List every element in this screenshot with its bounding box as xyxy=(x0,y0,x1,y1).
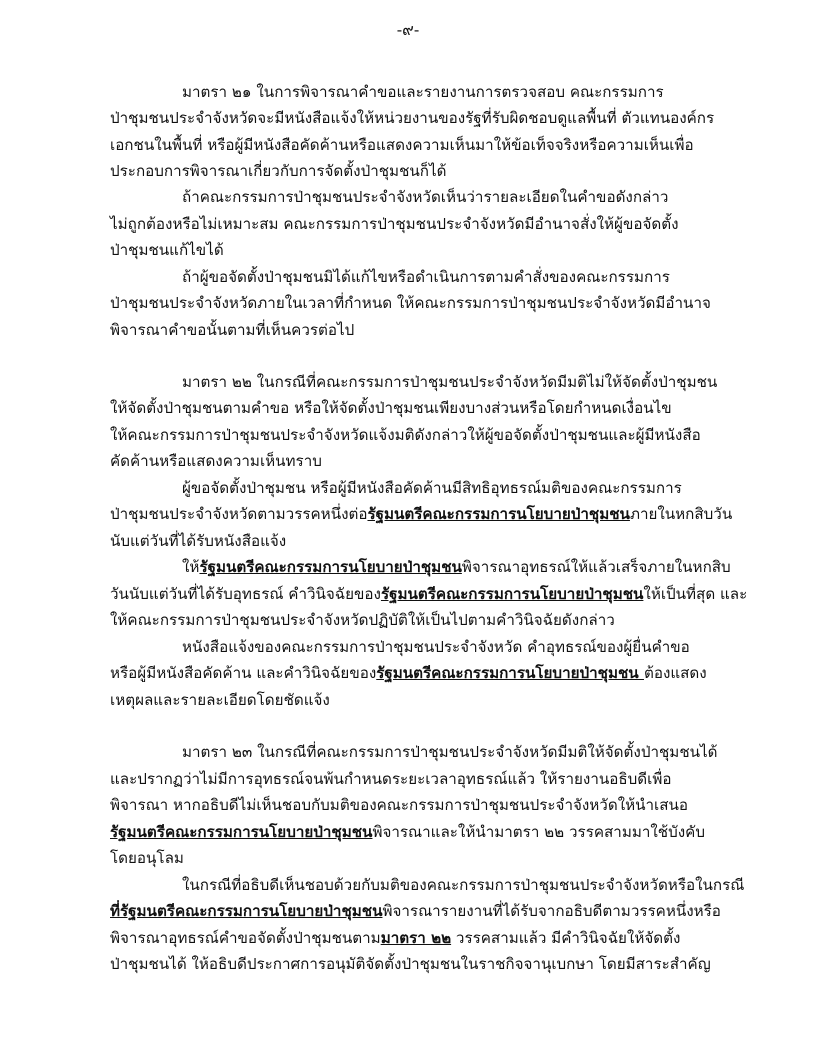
text-segment: ถ้าคณะกรรมการป่าชุมชนประจำจังหวัดเห็นว่ารายละเอียดในคำขอดังกล่าว xyxy=(182,188,669,206)
text-segment: คัดค้านหรือแสดงความเห็นทราบ xyxy=(110,452,322,470)
text-segment: พิจารณารายงานที่ได้รับจากอธิบดีตามวรรคหนึ่งหรือ xyxy=(382,902,721,920)
text-line xyxy=(110,161,446,181)
text-line xyxy=(182,875,744,895)
text-segment: หนังสือแจ้งของคณะกรรมการป่าชุมชนประจำจังหวัด คำอุทธรณ์ของผู้ยื่นคำขอ xyxy=(182,638,690,656)
text-line xyxy=(110,610,615,630)
text-segment: พิจารณาคำขอนั้นตามที่เห็นควรต่อไป xyxy=(110,321,355,339)
text-line xyxy=(110,954,711,974)
text-segment: นับแต่วันที่ได้รับหนังสือแจ้ง xyxy=(110,532,287,550)
text-line xyxy=(182,82,664,102)
text-segment: ประกอบการพิจารณาเกี่ยวกับการจัดตั้งป่าชุมชนก็ได้ xyxy=(110,162,447,180)
text-line xyxy=(182,742,718,762)
text-segment: ป่าชุมชนประจำจังหวัดตามวรรคหนึ่งต่อ xyxy=(110,505,368,523)
text-segment: ให้คณะกรรมการป่าชุมชนประจำจังหวัดปฏิบัติให้เป็นไปตามคำวินิจฉัยดังกล่าว xyxy=(110,611,615,629)
text-segment: และปรากฏว่าไม่มีการอุทธรณ์จนพ้นกำหนดระยะเวลาอุทธรณ์แล้ว ให้รายงานอธิบดีเพื่อ xyxy=(110,770,672,788)
text-segment: หรือผู้มีหนังสือคัดค้าน และคำวินิจฉัยของ xyxy=(110,664,377,682)
text-line xyxy=(110,690,330,710)
text-line xyxy=(110,901,721,921)
text-line xyxy=(110,795,688,815)
text-line xyxy=(110,135,694,155)
text-line xyxy=(110,293,711,313)
text-line xyxy=(110,584,747,604)
text-line xyxy=(182,637,690,657)
text-segment: มาตรา ๒๒ ในกรณีที่คณะกรรมการป่าชุมชนประจำจังหวัดมีมติไม่ให้จัดตั้งป่าชุมชน xyxy=(182,373,718,391)
text-segment: พิจารณาอุทธรณ์คำขอจัดตั้งป่าชุมชนตาม xyxy=(110,929,381,947)
text-segment: ภายในหกสิบวัน xyxy=(629,505,733,523)
text-line xyxy=(110,504,732,524)
text-segment: ผู้ขอจัดตั้งป่าชุมชน หรือผู้มีหนังสือคัดค้านมีสิทธิอุทธรณ์มติของคณะกรรมการ xyxy=(182,479,682,497)
text-segment: มาตรา ๒๑ ในการพิจารณาคำขอและรายงานการตรวจสอบ คณะกรรมการ xyxy=(182,83,664,101)
text-line xyxy=(110,398,672,418)
emphasized-text: รัฐมนตรีคณะกรรมการนโยบายป่าชุมชน xyxy=(199,558,462,576)
text-segment: เหตุผลและรายละเอียดโดยชัดแจ้ง xyxy=(110,691,330,709)
text-segment: พิจารณาและให้นำมาตรา ๒๒ วรรคสามมาใช้บังคับ xyxy=(372,823,705,841)
text-segment: ให้ xyxy=(182,558,200,576)
text-line xyxy=(182,187,668,207)
text-line xyxy=(110,531,286,551)
emphasized-text: รัฐมนตรีคณะกรรมการนโยบายป่าชุมชน xyxy=(110,823,373,841)
text-segment: พิจารณา หากอธิบดีไม่เห็นชอบกับมติของคณะกรรมการป่าชุมชนประจำจังหวัดให้นำเสนอ xyxy=(110,796,688,814)
text-segment: วรรคสามแล้ว มีคำวินิจฉัยให้จัดตั้ง xyxy=(451,929,681,947)
text-segment: ต้องแสดง xyxy=(643,664,707,682)
text-segment: ป่าชุมชนประจำจังหวัดภายในเวลาที่กำหนด ให้คณะกรรมการป่าชุมชนประจำจังหวัดมีอำนาจ xyxy=(110,294,711,312)
emphasized-text: รัฐมนตรีคณะกรรมการนโยบายป่าชุมชน xyxy=(367,505,630,523)
text-line xyxy=(110,848,184,868)
emphasized-text: รัฐมนตรีคณะกรรมการนโยบายป่าชุมชน xyxy=(380,585,644,603)
text-line xyxy=(110,214,679,234)
text-line xyxy=(182,557,731,577)
text-segment: ให้คณะกรรมการป่าชุมชนประจำจังหวัดแจ้งมติดังกล่าวให้ผู้ขอจัดตั้งป่าชุมชนและผู้มีหนังสือ xyxy=(110,426,701,444)
text-segment: ไม่ถูกต้องหรือไม่เหมาะสม คณะกรรมการป่าชุมชนประจำจังหวัดมีอำนาจสั่งให้ผู้ขอจัดตั้ง xyxy=(110,215,679,233)
page-number: -๙- xyxy=(396,20,420,39)
text-line xyxy=(182,478,682,498)
text-segment: ป่าชุมชนประจำจังหวัดจะมีหนังสือแจ้งให้หน่วยงานของรัฐที่รับผิดชอบดูแลพื้นที่ ตัวแทนองค์กร xyxy=(110,109,715,127)
text-line xyxy=(110,451,322,471)
text-segment: วันนับแต่วันที่ได้รับอุทธรณ์ คำวินิจฉัยของ xyxy=(110,585,381,603)
text-line xyxy=(110,822,705,842)
text-segment: ป่าชุมชนได้ ให้อธิบดีประกาศการอนุมัติจัดตั้งป่าชุมชนในราชกิจจานุเบกษา โดยมีสาระสำคัญ xyxy=(110,955,711,973)
text-segment: มาตรา ๒๓ ในกรณีที่คณะกรรมการป่าชุมชนประจำจังหวัดมีมติให้จัดตั้งป่าชุมชนได้ xyxy=(182,743,718,761)
emphasized-text: ที่รัฐมนตรีคณะกรรมการนโยบายป่าชุมชน xyxy=(110,902,383,920)
text-segment: ให้จัดตั้งป่าชุมชนตามคำขอ หรือให้จัดตั้งป่าชุมชนเพียงบางส่วนหรือโดยกำหนดเงื่อนไข xyxy=(110,399,672,417)
text-segment: ถ้าผู้ขอจัดตั้งป่าชุมชนมิได้แก้ไขหรือดำเนินการตามคำสั่งของคณะกรรมการ xyxy=(182,268,670,286)
text-line xyxy=(182,372,717,392)
text-line xyxy=(110,108,714,128)
text-segment: ป่าชุมชนแก้ไขได้ xyxy=(110,241,224,259)
text-segment: ในกรณีที่อธิบดีเห็นชอบด้วยกับมติของคณะกรรมการป่าชุมชนประจำจังหวัดหรือในกรณี xyxy=(182,876,745,894)
text-segment: พิจารณาอุทธรณ์ให้แล้วเสร็จภายในหกสิบ xyxy=(461,558,731,576)
text-line xyxy=(182,267,670,287)
text-segment: เอกชนในพื้นที่ หรือผู้มีหนังสือคัดค้านหรือแสดงความเห็นมาให้ข้อเท็จจริงหรือความเห็นเพื่อ xyxy=(110,136,694,154)
text-line xyxy=(110,663,707,683)
text-line xyxy=(110,240,224,260)
text-segment: ให้เป็นที่สุด และ xyxy=(643,585,748,603)
text-line xyxy=(110,320,354,340)
text-line xyxy=(110,928,680,948)
text-segment: โดยอนุโลม xyxy=(110,849,184,867)
text-line xyxy=(110,425,701,445)
text-line xyxy=(110,769,671,789)
emphasized-text: มาตรา ๒๒ xyxy=(380,929,452,947)
emphasized-text: รัฐมนตรีคณะกรรมการนโยบายป่าชุมชน xyxy=(376,664,644,682)
